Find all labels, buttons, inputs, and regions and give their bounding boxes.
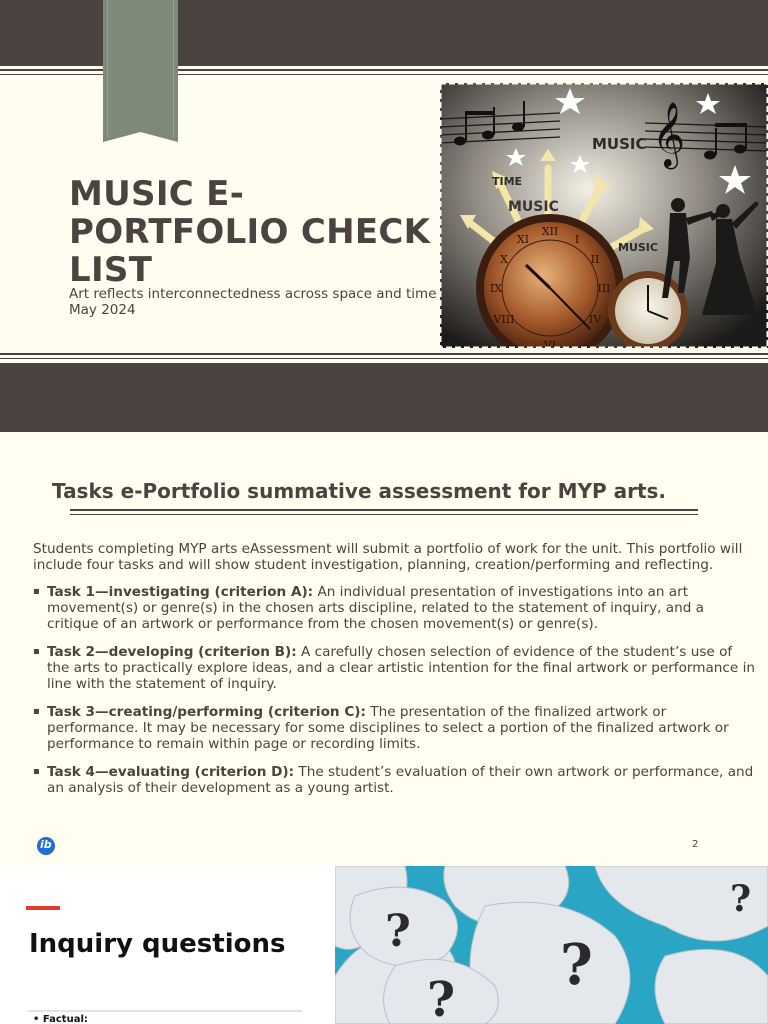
svg-text:XII: XII: [541, 225, 559, 238]
subtitle-date: May 2024: [69, 301, 136, 318]
image-word-music-1: MUSIC: [508, 199, 559, 215]
tasks-intro: Students completing MYP arts eAssessment will submit a portfolio of work for the unit. This portfolio will include four tasks and will show student investigation, planning, creation/performing and reflecting.: [33, 541, 743, 573]
svg-text:II: II: [590, 253, 600, 266]
inquiry-slide: [0, 866, 768, 1024]
tasks-slide-title: Tasks e-Portfolio summative assessment for MYP arts.: [52, 479, 667, 503]
subtitle-text: Art reflects interconnectedness across space and time: [69, 286, 437, 302]
title-rule-thin: [70, 514, 698, 515]
task-text: A carefully chosen selection of evidence of the student’s use of the arts to practically explore ideas, and a clear artistic intention for the final artwork or performance in line with the statement of inquiry.: [47, 644, 755, 692]
ib-logo-letter: ib: [40, 838, 52, 851]
music-clock-collage-image: [440, 83, 768, 348]
task-label: Task 2—developing (criterion B):: [47, 644, 297, 660]
tasks-body: [33, 541, 758, 808]
svg-text:I: I: [574, 233, 580, 246]
task-label: Task 1—investigating (criterion A):: [47, 584, 314, 600]
inquiry-rule: [28, 1010, 302, 1012]
svg-text:?: ?: [560, 932, 593, 998]
image-word-music-2: MUSIC: [592, 135, 647, 153]
bottom-rule: [0, 353, 768, 355]
task-label: Task 4—evaluating (criterion D):: [47, 764, 295, 780]
svg-text:?: ?: [385, 906, 411, 957]
red-accent-bar: [26, 906, 60, 910]
factual-bullet: • Factual:: [33, 1014, 88, 1024]
image-word-music-3: MUSIC: [618, 241, 658, 254]
title-slide: [0, 0, 768, 432]
ib-logo-icon: [37, 837, 55, 855]
inquiry-title: Inquiry questions: [29, 929, 286, 959]
question-marks-image: [335, 866, 768, 1024]
slide-subtitle: [69, 287, 439, 318]
slide-title: MUSIC E-PORTFOLIO CHECK LIST: [69, 174, 431, 290]
task-item-3: [33, 704, 758, 752]
bottom-rule-thin: [0, 358, 768, 359]
svg-text:XI: XI: [516, 233, 530, 246]
bullet-square-icon: ▪: [33, 766, 40, 777]
image-word-time: TIME: [492, 175, 523, 188]
task-text: The presentation of the finalized artwork or performance. It may be necessary for some disciplines to select a portion of the finalized artwork or performance to remain within page or recording limits.: [47, 704, 729, 752]
task-text: The student’s evaluation of their own artwork or performance, and an analysis of their development as a young artist.: [47, 764, 754, 796]
svg-text:?: ?: [427, 972, 456, 1024]
task-list: [33, 584, 758, 796]
svg-text:III: III: [597, 282, 611, 295]
tasks-slide: [0, 432, 768, 866]
ribbon-stitch: [107, 0, 174, 137]
svg-text:IV: IV: [588, 313, 602, 326]
title-rule: [70, 509, 698, 511]
svg-text:VI: VI: [543, 339, 557, 348]
task-item-2: [33, 644, 758, 692]
bottom-band: [0, 363, 768, 432]
svg-text:?: ?: [730, 878, 752, 920]
task-label: Task 3—creating/performing (criterion C):: [47, 704, 366, 720]
svg-text:VIII: VIII: [493, 313, 515, 326]
task-text: An individual presentation of investigations into an art movement(s) or genre(s) in the chosen arts discipline, related to the statement of inquiry, and a critique of an artwork or performance from the chosen movement(s) or genre(s).: [47, 584, 704, 632]
task-item-4: [33, 764, 758, 796]
task-item-1: [33, 584, 758, 632]
bullet-square-icon: ▪: [33, 586, 40, 597]
bullet-square-icon: ▪: [33, 646, 40, 657]
svg-text:X: X: [500, 253, 508, 266]
svg-text:𝄞: 𝄞: [652, 102, 686, 167]
svg-text:IX: IX: [489, 282, 503, 295]
bullet-square-icon: ▪: [33, 706, 40, 717]
page-number: 2: [692, 839, 699, 850]
